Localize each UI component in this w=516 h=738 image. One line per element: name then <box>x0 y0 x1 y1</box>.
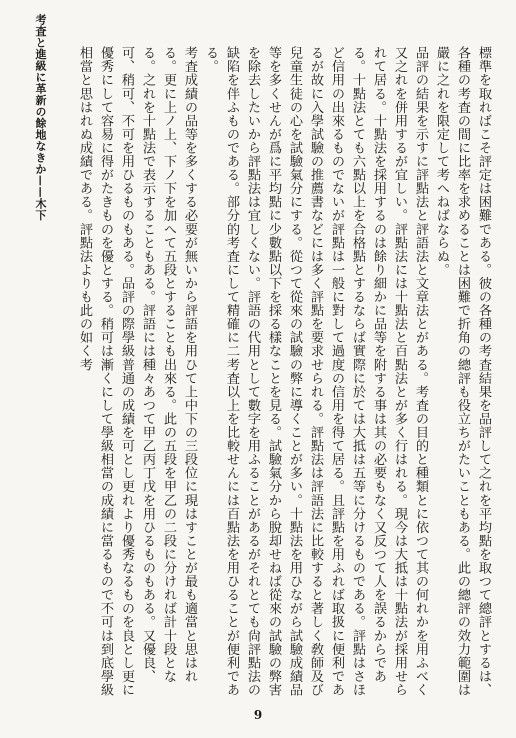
paragraph: 標準を取ればこそ評定は困難である。彼の各種の考査結果を品評して之れを平均點を取つて總評とするは、各種の考査の間に比率を求めることは困難で折角の總評も役立ちがたいこともある。此の總評の效力範圍は嚴に之れを限定して考へねばならぬ。 <box>434 46 491 697</box>
paragraph: 考査成績の品等を多くする必要が無いから評語を用ひて上中下の三段位に現はすことが最も適當と思はれる。更に上ノ上、下ノ下を加へて五段とすることも出來る。此の五段を甲乙の二段に分ければ計十段となる。之れを十點法で表示することもある。評語には種々あつて甲乙丙丁戊を用ひるものもある。又優良、可、稍可、不可を用ひるものもある。品評の際學級普通の成績を可とし更れより優秀なるものを良とし更に優秀にして容易に得がたきものを優とする。稍可は漸くにして學級相當の成績に當るもので不可は到底學級相當と思はれぬ成績である。評點法よりも此の如く考 <box>77 46 197 697</box>
body-text <box>32 46 494 706</box>
paragraph: 品評の結果を示すに評點法と評語法と文章法とがある。考査の目的と種類とに依つて其の何れかを用ふべく又之れを併用するが宜しい。評點法には十點法と百點法とが多く行はれる。現今は大抵は十點法が採用せられて居る。十點法を採用するのは餘り細かに品等を附する事は其の必要もなく又反つて人を誤るからである。十點法とても六點以上を合格點とするならば實際に於ては大抵は五等に分けるものである。評點はさほど信用の出來るものでないが評點は一般に對して過度の信用を得て居る。且評點を用ふれば取扱に便利であるが故に入學試驗の推薦書などには多く評點を要求せられる。評點法は評語法に比較すると著しく敎師及び兒童生徒の心を試驗氣分にする。從つて從來の試驗の弊に導くことが多い。十點法を用ひながら試驗成績品等を多くせんが爲に平均點に少數點以下を採る樣なことを見る。試驗氣分から脫却せねば從來の試驗の弊害を除去したいから評點法は宜しくない。評語の代用として數字を用ふることがあるがそれとても尙評點法の缺陷を伴ふものである。部分的考査にして精確に二考査以上を比較せんには百點法を用ひることが便利である。 <box>203 46 428 697</box>
page-number: 9 <box>253 708 263 722</box>
running-header: 考査と進級に革新の餘地なきか——木下 <box>34 14 47 221</box>
